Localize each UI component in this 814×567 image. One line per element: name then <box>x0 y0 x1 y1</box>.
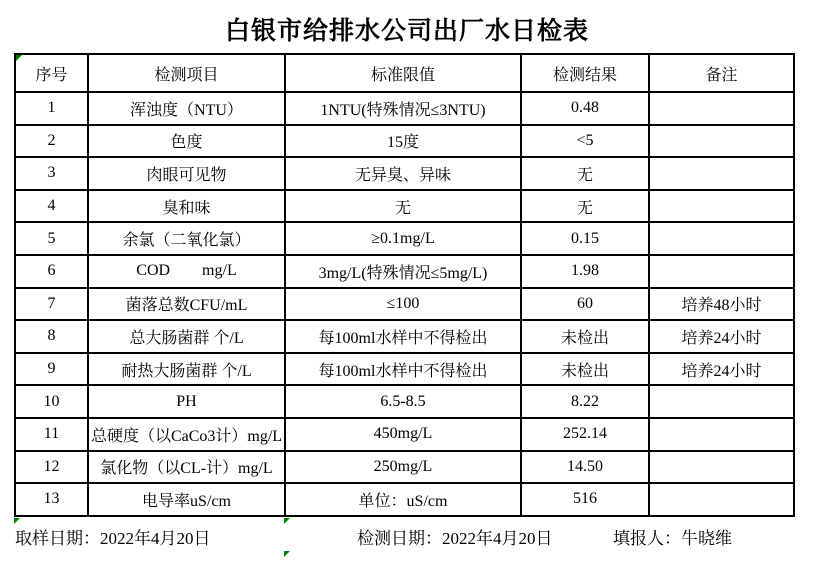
sampling-date-text: 取样日期：2022年4月20日 <box>15 529 211 548</box>
cell-remarks <box>649 125 794 158</box>
cell-serial-number: 3 <box>15 157 88 190</box>
cell-serial-number: 10 <box>15 385 88 418</box>
cell-test-item: COD mg/L <box>88 255 285 288</box>
header-test-result: 检测结果 <box>521 54 649 92</box>
table-row <box>15 222 794 255</box>
cell-standard-limit: 单位：uS/cm <box>285 483 521 516</box>
cell-remarks: 培养24小时 <box>649 353 794 386</box>
table-row <box>15 92 794 125</box>
table-row <box>15 125 794 158</box>
cell-test-result: 0.48 <box>521 92 649 125</box>
cell-test-result: 未检出 <box>521 320 649 353</box>
cell-standard-limit: ≤100 <box>285 288 521 321</box>
cell-test-result: 60 <box>521 288 649 321</box>
table-row <box>15 190 794 223</box>
cell-test-item: PH <box>88 385 285 418</box>
table-row <box>15 451 794 484</box>
cell-serial-number: 5 <box>15 222 88 255</box>
cell-standard-limit: 每100ml水样中不得检出 <box>285 353 521 386</box>
cell-remarks <box>649 92 794 125</box>
cell-test-item: 菌落总数CFU/mL <box>88 288 285 321</box>
table-row <box>15 353 794 386</box>
cell-remarks <box>649 222 794 255</box>
cell-serial-number: 11 <box>15 418 88 451</box>
cell-serial-number: 6 <box>15 255 88 288</box>
cell-test-result: <5 <box>521 125 649 158</box>
header-test-item: 检测项目 <box>88 54 285 92</box>
cell-serial-number: 4 <box>15 190 88 223</box>
cell-standard-limit: 15度 <box>285 125 521 158</box>
cell-test-result: 516 <box>521 483 649 516</box>
cell-test-result: 无 <box>521 157 649 190</box>
cell-test-result: 1.98 <box>521 255 649 288</box>
cell-remarks <box>649 255 794 288</box>
cell-test-item: 耐热大肠菌群 个/L <box>88 353 285 386</box>
table-body <box>15 92 794 516</box>
page-title: 白银市给排水公司出厂水日检表 <box>224 18 589 45</box>
cell-remarks <box>649 483 794 516</box>
cell-test-item: 肉眼可见物 <box>88 157 285 190</box>
table-header <box>15 54 794 92</box>
cell-remarks: 培养24小时 <box>649 320 794 353</box>
cell-serial-number: 7 <box>15 288 88 321</box>
cell-error-indicator-icon <box>16 55 22 61</box>
cell-serial-number: 13 <box>15 483 88 516</box>
cell-test-result: 0.15 <box>521 222 649 255</box>
table-row <box>15 320 794 353</box>
cell-remarks <box>649 157 794 190</box>
table-row <box>15 157 794 190</box>
cell-test-item: 氯化物（以CL-计）mg/L <box>88 451 285 484</box>
cell-test-result: 252.14 <box>521 418 649 451</box>
inspection-table <box>14 53 795 517</box>
cell-standard-limit: 每100ml水样中不得检出 <box>285 320 521 353</box>
cell-remarks <box>649 190 794 223</box>
cell-test-item: 电导率uS/cm <box>88 483 285 516</box>
reporter-text: 填报人：牛晓维 <box>613 529 732 548</box>
test-date-text: 检测日期：2022年4月20日 <box>357 529 553 548</box>
cell-test-result: 8.22 <box>521 385 649 418</box>
cell-standard-limit: 1NTU(特殊情况≤3NTU) <box>285 92 521 125</box>
cell-serial-number: 9 <box>15 353 88 386</box>
cell-standard-limit: 6.5-8.5 <box>285 385 521 418</box>
cell-serial-number: 2 <box>15 125 88 158</box>
cell-test-result: 未检出 <box>521 353 649 386</box>
cell-standard-limit: 3mg/L(特殊情况≤5mg/L) <box>285 255 521 288</box>
cell-test-item: 臭和味 <box>88 190 285 223</box>
table-row <box>15 418 794 451</box>
header-serial-number: 序号 <box>15 54 88 92</box>
cell-serial-number: 8 <box>15 320 88 353</box>
cell-test-result: 无 <box>521 190 649 223</box>
header-row <box>15 54 794 92</box>
cell-standard-limit: 无 <box>285 190 521 223</box>
cell-serial-number: 12 <box>15 451 88 484</box>
cell-standard-limit: 450mg/L <box>285 418 521 451</box>
header-remarks: 备注 <box>649 54 794 92</box>
cell-test-result: 14.50 <box>521 451 649 484</box>
cell-error-indicator-icon <box>284 518 290 524</box>
cell-remarks: 培养48小时 <box>649 288 794 321</box>
table-row <box>15 385 794 418</box>
table-row <box>15 255 794 288</box>
header-standard-limit: 标准限值 <box>285 54 521 92</box>
cell-remarks <box>649 451 794 484</box>
cell-test-item: 总硬度（以CaCo3计）mg/L <box>88 418 285 451</box>
cell-remarks <box>649 385 794 418</box>
cell-standard-limit: ≥0.1mg/L <box>285 222 521 255</box>
cell-remarks <box>649 418 794 451</box>
cell-test-item: 色度 <box>88 125 285 158</box>
cell-error-indicator-icon <box>14 518 20 524</box>
table-row <box>15 483 794 516</box>
cell-serial-number: 1 <box>15 92 88 125</box>
table-row <box>15 288 794 321</box>
cell-test-item: 浑浊度（NTU） <box>88 92 285 125</box>
cell-standard-limit: 无异臭、异味 <box>285 157 521 190</box>
cell-error-indicator-icon <box>284 551 290 557</box>
cell-test-item: 总大肠菌群 个/L <box>88 320 285 353</box>
cell-standard-limit: 250mg/L <box>285 451 521 484</box>
cell-test-item: 余氯（二氧化氯） <box>88 222 285 255</box>
